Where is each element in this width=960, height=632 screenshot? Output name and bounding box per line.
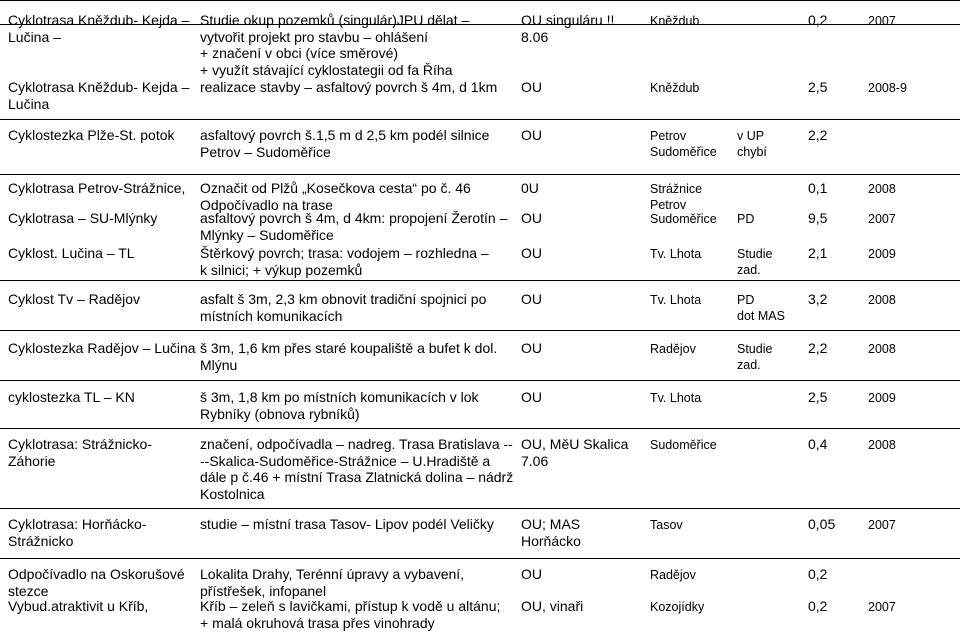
cell-text-line: 0,2 — [808, 598, 828, 614]
cell-text-line: Štěrkový povrch; trasa: vodojem – rozhledna – — [200, 245, 489, 261]
cell-text-line: dále p č.46 + místní Trasa Zlatnická dolina – nádrž — [200, 469, 514, 485]
cell-text-line: Cyklost. Lučina – TL — [8, 245, 135, 261]
location-cell — [650, 437, 717, 453]
cell-text-line: OU — [521, 210, 542, 226]
cell-text-line: 2,5 — [808, 79, 828, 95]
cell-text-line: Horňácko — [521, 532, 581, 549]
route-name-cell — [8, 210, 157, 227]
cell-text-line: asfalt š 3m, 2,3 km obnovit tradiční spojnici po — [200, 291, 487, 307]
cell-text-line: Radějov — [650, 568, 696, 582]
cell-text-line: zad. — [737, 263, 761, 277]
cell-text-line: Odpočívadlo na Oskorušové — [8, 566, 185, 582]
year-cell — [868, 599, 896, 615]
cell-text-line: + značení v obci (více směrové) — [200, 45, 399, 61]
cell-text-line: cyklostezka TL – KN — [8, 389, 135, 405]
cell-text-line: 7.06 — [521, 452, 549, 469]
length-cell — [808, 436, 827, 453]
cell-text-line: 2007 — [868, 212, 896, 226]
cell-text-line: místních komunikacích — [200, 307, 343, 324]
cell-text-line: Strážnice — [650, 182, 703, 196]
cell-text-line: Studie okup pozemků (singulár)JPU dělat – — [200, 12, 470, 28]
row-separator — [0, 119, 960, 120]
cell-text-line: Tv. Lhota — [650, 391, 702, 405]
cell-text-line: Cyklost Tv – Radějov — [8, 291, 141, 307]
location-cell — [650, 13, 699, 29]
cell-text-line: Sudoměřice — [650, 438, 717, 452]
length-cell — [808, 12, 827, 29]
cell-text-line: Strážnicko — [8, 532, 74, 549]
location-cell — [650, 246, 701, 262]
row-separator — [0, 280, 960, 281]
length-cell — [808, 598, 827, 615]
cell-text-line: 2,5 — [808, 389, 828, 405]
year-cell — [868, 437, 896, 453]
status-cell — [737, 246, 772, 278]
cell-text-line: Kozojídky — [650, 600, 705, 614]
status-cell — [737, 128, 767, 160]
cell-text-line: Petrov – Sudoměřice — [200, 143, 331, 160]
row-separator — [0, 380, 960, 381]
cell-text-line: 2008 — [868, 342, 896, 356]
location-cell — [650, 341, 696, 357]
location-cell — [650, 211, 717, 227]
description-cell — [200, 566, 464, 599]
description-cell — [200, 127, 489, 160]
cell-text-line: 2008 — [868, 293, 896, 307]
row-separator — [0, 508, 960, 509]
organizer-cell — [521, 245, 542, 262]
cell-text-line: Lučina – — [8, 28, 61, 45]
cell-text-line: + využít stávající cyklostategii od fa Říha — [200, 61, 453, 78]
year-cell — [868, 211, 896, 227]
cell-text-line: OU — [521, 127, 542, 143]
cell-text-line: OU — [521, 291, 542, 307]
description-cell — [200, 598, 500, 631]
cell-text-line: Kněždub — [650, 81, 700, 95]
year-cell — [868, 246, 896, 262]
organizer-cell — [521, 516, 581, 549]
route-name-cell — [8, 180, 185, 197]
cell-text-line: OU; MAS — [521, 516, 581, 532]
cell-text-line: 2009 — [868, 247, 896, 261]
cell-text-line: Cyklotrasa: Horňácko- — [8, 516, 147, 532]
description-cell — [200, 245, 489, 278]
cell-text-line: Tv. Lhota — [650, 247, 702, 261]
cell-text-line: 2007 — [868, 14, 896, 28]
cell-text-line: OU — [521, 566, 542, 582]
cell-text-line: OU, vinaři — [521, 598, 584, 614]
cell-text-line: Tasov — [650, 518, 683, 532]
cell-text-line: 0,2 — [808, 12, 828, 28]
cell-text-line: chybí — [737, 145, 767, 159]
organizer-cell — [521, 127, 542, 144]
organizer-cell — [521, 566, 542, 583]
cell-text-line: Kněždub — [650, 14, 700, 28]
cell-text-line: asfaltový povrch š.1,5 m d 2,5 km podél silnice — [200, 127, 490, 143]
location-cell — [650, 80, 699, 96]
row-separator — [0, 330, 960, 331]
cell-text-line: Petrov — [650, 129, 687, 143]
length-cell — [808, 516, 835, 533]
cell-text-line: Lučina — [8, 95, 50, 112]
length-cell — [808, 291, 827, 308]
description-cell — [200, 340, 497, 373]
cell-text-line: 2,2 — [808, 127, 828, 143]
length-cell — [808, 180, 827, 197]
length-cell — [808, 79, 827, 96]
location-cell — [650, 390, 701, 406]
description-cell — [200, 210, 507, 243]
organizer-cell — [521, 389, 542, 406]
route-name-cell — [8, 516, 147, 549]
cell-text-line: 3,2 — [808, 291, 828, 307]
length-cell — [808, 566, 827, 583]
cell-text-line: Sudoměřice — [650, 212, 717, 226]
cell-text-line: Rybníky (obnova rybníků) — [200, 405, 360, 422]
status-cell — [737, 341, 772, 373]
description-cell — [200, 436, 513, 502]
cell-text-line: 0,4 — [808, 436, 828, 452]
year-cell — [868, 13, 896, 29]
organizer-cell — [521, 291, 542, 308]
route-name-cell — [8, 389, 135, 406]
cell-text-line: 2,2 — [808, 340, 828, 356]
organizer-cell — [521, 598, 583, 615]
cell-text-line: stezce — [8, 582, 49, 599]
cell-text-line: přístřešek, infopanel — [200, 582, 327, 599]
cell-text-line: Cyklostezka Plže-St. potok — [8, 127, 175, 143]
status-cell — [737, 292, 785, 324]
cell-text-line: 0U — [521, 180, 539, 196]
cell-text-line: PD — [737, 212, 755, 226]
length-cell — [808, 127, 827, 144]
cell-text-line: 2008 — [868, 438, 896, 452]
location-cell — [650, 128, 717, 160]
route-name-cell — [8, 12, 189, 45]
route-name-cell — [8, 340, 196, 357]
organizer-cell — [521, 436, 628, 469]
description-cell — [200, 180, 471, 213]
year-cell — [868, 341, 896, 357]
cell-text-line: Odpočívadlo na trase — [200, 196, 334, 213]
length-cell — [808, 245, 827, 262]
cell-text-line: 0,05 — [808, 516, 836, 532]
cell-text-line: asfaltový povrch š 4m, d 4km: propojení Žerotín – — [200, 210, 508, 226]
cell-text-line: OU singuláru !! — [521, 12, 615, 28]
cell-text-line: Mlýnky – Sudoměřice — [200, 226, 334, 243]
row-separator — [0, 174, 960, 175]
cell-text-line: PD — [737, 293, 755, 307]
year-cell — [868, 292, 896, 308]
route-name-cell — [8, 79, 189, 112]
location-cell — [650, 567, 696, 583]
cell-text-line: Cyklotrasa: Strážnicko- — [8, 436, 152, 452]
route-name-cell — [8, 291, 140, 308]
cell-text-line: š 3m, 1,8 km po místních komunikacích v lok — [200, 389, 479, 405]
organizer-cell — [521, 12, 614, 45]
cell-text-line: Studie — [737, 247, 773, 261]
route-name-cell — [8, 245, 135, 262]
length-cell — [808, 389, 827, 406]
location-cell — [650, 292, 701, 308]
organizer-cell — [521, 79, 542, 96]
cell-text-line: studie – místní trasa Tasov- Lipov podél Veličky — [200, 516, 494, 532]
cell-text-line: Studie — [737, 342, 773, 356]
cell-text-line: vytvořit projekt pro stavbu – ohlášení — [200, 28, 429, 45]
cell-text-line: Radějov — [650, 342, 696, 356]
cell-text-line: Cyklotrasa Kněždub- Kejda – — [8, 79, 190, 95]
cell-text-line: Lokalita Drahy, Terénní úpravy a vybavení, — [200, 566, 465, 582]
row-separator — [0, 558, 960, 559]
route-name-cell — [8, 566, 185, 599]
description-cell — [200, 389, 479, 422]
route-name-cell — [8, 127, 175, 144]
cell-text-line: 2008 — [868, 182, 896, 196]
row-separator — [0, 0, 960, 1]
cell-text-line: Tv. Lhota — [650, 293, 702, 307]
year-cell — [868, 517, 896, 533]
cell-text-line: OU — [521, 389, 542, 405]
cell-text-line: k silnici; + výkup pozemků — [200, 261, 363, 278]
cell-text-line: 2009 — [868, 391, 896, 405]
cell-text-line: Sudoměřice — [650, 145, 717, 159]
cell-text-line: OU — [521, 79, 542, 95]
location-cell — [650, 517, 683, 533]
cell-text-line: Kříb – zeleň s lavičkami, přístup k vodě u altánu; — [200, 598, 501, 614]
route-name-cell — [8, 598, 148, 615]
organizer-cell — [521, 210, 542, 227]
cell-text-line: 8.06 — [521, 28, 549, 45]
cell-text-line: Kostolnica — [200, 485, 265, 502]
cell-text-line: 2,1 — [808, 245, 828, 261]
year-cell — [868, 80, 907, 96]
cell-text-line: realizace stavby – asfaltový povrch š 4m, d 1km — [200, 79, 498, 95]
description-cell — [200, 516, 494, 533]
cell-text-line: 2007 — [868, 518, 896, 532]
cell-text-line: + malá okruhová trasa přes vinohrady — [200, 614, 435, 631]
cell-text-line: Označit od Plžů „Kosečkova cesta“ po č. 46 — [200, 180, 471, 196]
cell-text-line: zad. — [737, 358, 761, 372]
cell-text-line: značení, odpočívadla – nadreg. Trasa Bratislava -- — [200, 436, 513, 452]
cell-text-line: --Skalica-Sudoměřice-Strážnice – U.Hradiště a — [200, 452, 491, 469]
cell-text-line: v UP — [737, 129, 765, 143]
cell-text-line: Cyklotrasa – SU-Mlýnky — [8, 210, 158, 226]
organizer-cell — [521, 180, 539, 197]
cell-text-line: 2008-9 — [868, 81, 907, 95]
status-cell — [737, 211, 754, 227]
row-separator — [0, 428, 960, 429]
cell-text-line: Záhorie — [8, 452, 56, 469]
cell-text-line: 0,1 — [808, 180, 828, 196]
cell-text-line: 2007 — [868, 600, 896, 614]
location-cell — [650, 181, 702, 213]
year-cell — [868, 390, 896, 406]
cell-text-line: 9,5 — [808, 210, 828, 226]
cell-text-line: Cyklostezka Radějov – Lučina — [8, 340, 196, 356]
description-cell — [200, 12, 469, 78]
length-cell — [808, 210, 827, 227]
cell-text-line: š 3m, 1,6 km přes staré koupaliště a bufet k dol. — [200, 340, 498, 356]
cell-text-line: Petrov — [650, 198, 687, 212]
cell-text-line: Mlýnu — [200, 356, 238, 373]
cell-text-line: OU — [521, 245, 542, 261]
route-name-cell — [8, 436, 152, 469]
cell-text-line: OU — [521, 340, 542, 356]
cell-text-line: OU, MěU Skalica — [521, 436, 629, 452]
location-cell — [650, 599, 704, 615]
cell-text-line: Cyklotrasa Kněždub- Kejda – — [8, 12, 190, 28]
description-cell — [200, 291, 486, 324]
cell-text-line: Vybud.atraktivit u Kříb, — [8, 598, 149, 614]
length-cell — [808, 340, 827, 357]
cell-text-line: Cyklotrasa Petrov-Strážnice, — [8, 180, 186, 196]
description-cell — [200, 79, 497, 96]
year-cell — [868, 181, 896, 197]
cell-text-line: dot MAS — [737, 309, 785, 323]
cell-text-line: 0,2 — [808, 566, 828, 582]
organizer-cell — [521, 340, 542, 357]
